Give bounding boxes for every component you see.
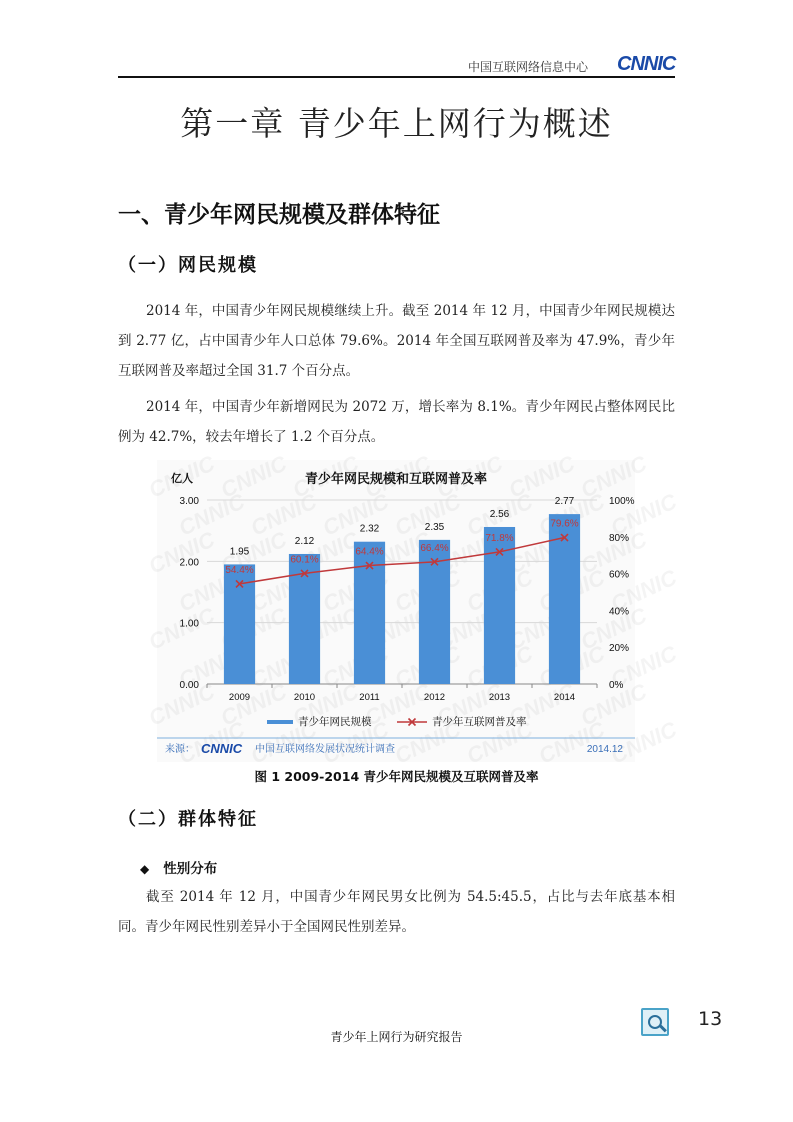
bullet-label: 性别分布 [163,861,218,877]
chart-figure [157,460,635,762]
chart-source-logo: CNNIC [201,741,243,756]
chart-bar [484,527,515,684]
chart-y2-tick-label: 100% [609,496,635,507]
chart-x-tick-label: 2010 [293,692,316,703]
chart-y2-tick-label: 40% [609,606,630,618]
chart-svg [157,460,635,762]
chart-legend-line-label: 青少年互联网普及率 [432,716,527,728]
chart-source-text: 中国互联网络发展状况统计调查 [255,744,395,755]
chart-line-label: 66.4% [420,542,449,554]
chart-line-label: 71.8% [485,532,514,544]
chart-y2-tick-label: 80% [609,532,630,544]
chart-source-date: 2014.12 [586,744,623,755]
diamond-bullet-icon: ◆ [140,862,150,876]
chart-line-label: 79.6% [550,518,579,530]
chart-bar-label: 2.56 [489,508,510,520]
chart-line-label: 54.4% [225,564,254,576]
header-rule [118,76,675,78]
chart-y2-tick-label: 20% [609,643,630,655]
chart-bar [354,542,385,684]
chart-y-tick-label: 0.00 [179,680,199,691]
chart-bar-label: 1.95 [229,546,250,558]
chart-line-series [240,535,565,584]
chart-legend-bar-swatch [267,720,293,724]
chart-y-tick-label: 1.00 [179,618,199,630]
chart-bar-label: 2.77 [554,496,575,508]
bullet-item-gender [140,857,217,877]
footer-title: 青少年上网行为研究报告 [330,1030,463,1044]
chart-source-label: 来源： [165,744,195,755]
figure-caption: 图 1 2009-2014 青少年网民规模及互联网普及率 [254,769,539,784]
chart-x-tick-label: 2014 [553,692,576,703]
chart-bar-label: 2.35 [424,521,445,533]
paragraph-scale-1: 2014 年，中国青少年网民规模继续上升。截至 2014 年 12 月，中国青少年网民规模达到 2.77 亿，占中国青少年人口总体 79.6%。2014 年全国互联网普及率为 47.9%，青少年互联网普及率超过全国 31.7 个百分点。 [118,303,675,379]
paragraph-gender: 截至 2014 年 12 月，中国青少年网民男女比例为 54.5:45.5，占比与去年底基本相同。青少年网民性别差异小于全国网民性别差异。 [118,889,675,935]
chart-line-label: 64.4% [355,546,384,558]
paragraph-scale-2: 2014 年，中国青少年新增网民为 2072 万，增长率为 8.1%。青少年网民占整体网民比例为 42.7%，较去年增长了 1.2 个百分点。 [118,399,675,445]
subsection-title-features: （二）群体特征 [118,809,258,830]
chart-legend-bar-label: 青少年网民规模 [298,716,372,728]
chart-y2-tick-label: 60% [609,569,630,581]
chapter-title: 第一章 青少年上网行为概述 [180,104,613,143]
chart-bar-label: 2.32 [359,523,380,535]
chart-title: 青少年网民规模和互联网普及率 [304,471,488,486]
chart-y-tick-label: 3.00 [179,496,199,507]
header-org-name: 中国互联网络信息中心 [468,60,589,74]
header-logo: CNNIC [617,53,676,75]
subsection-title-scale: （一）网民规模 [118,255,258,276]
chart-x-tick-label: 2013 [488,692,511,703]
chart-line-label: 60.1% [290,554,319,566]
chart-y-axis-label: 亿人 [171,473,193,485]
page-number: 13 [698,1008,723,1030]
chart-y2-tick-label: 0% [609,680,624,691]
chart-x-tick-label: 2012 [423,692,446,703]
chart-x-tick-label: 2011 [359,692,380,703]
chart-bar-label: 2.12 [294,535,315,547]
section-title: 一、青少年网民规模及群体特征 [118,202,440,228]
chart-y-tick-label: 2.00 [179,557,199,569]
chart-x-tick-label: 2009 [228,692,251,703]
